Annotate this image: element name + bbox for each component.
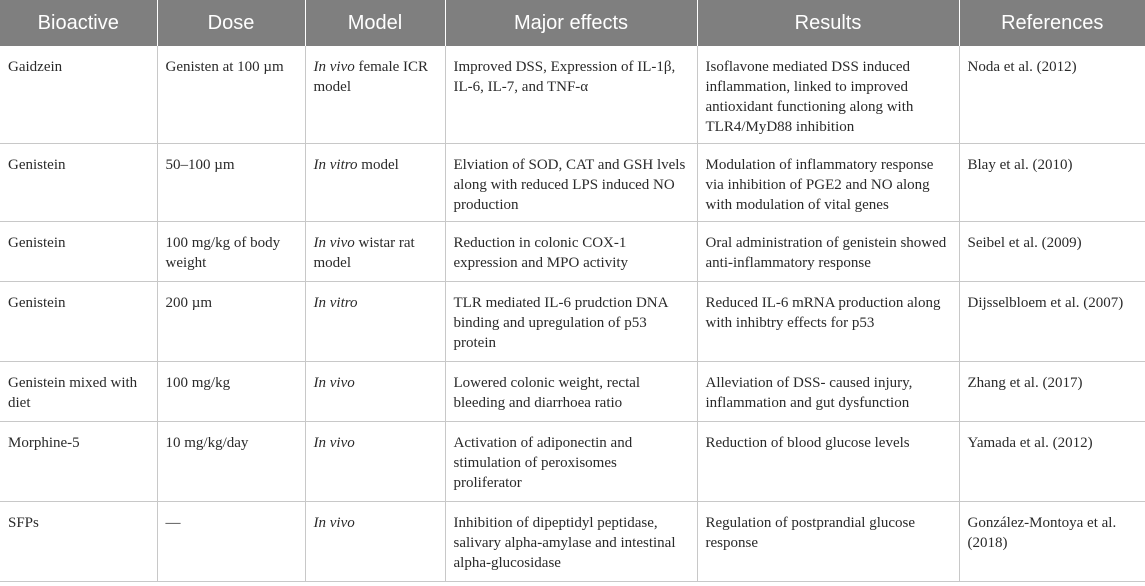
model-italic: In vivo [313,515,355,531]
header-results: Results [697,0,959,46]
cell-references: González-Montoya et al. (2018) [959,502,1145,582]
cell-results: Regulation of postprandial glucose response [697,502,959,582]
model-italic: In vitro [313,295,358,311]
cell-major-effects: Activation of adiponectin and stimulation of peroxisomes proliferator [445,422,697,502]
cell-dose: 100 mg/kg [157,362,305,422]
cell-dose: 50–100 µm [157,144,305,222]
cell-model [305,144,445,222]
cell-bioactive: Genistein mixed with diet [0,362,157,422]
model-rest: female ICR model [313,59,429,95]
cell-dose: 100 mg/kg of body weight [157,222,305,282]
cell-major-effects: TLR mediated IL-6 prudction DNA binding and upregulation of p53 protein [445,282,697,362]
model-italic: In vitro [313,157,358,173]
header-bioactive: Bioactive [0,0,157,46]
table-row [0,502,1145,582]
cell-major-effects: Elviation of SOD, CAT and GSH lvels along with reduced LPS induced NO production [445,144,697,222]
model-italic: In vivo [313,59,355,75]
cell-model [305,422,445,502]
cell-results: Reduced IL-6 mRNA production along with inhibtry effects for p53 [697,282,959,362]
cell-dose: Genisten at 100 µm [157,46,305,144]
table-row [0,222,1145,282]
cell-results: Oral administration of genistein showed anti-inflammatory response [697,222,959,282]
model-italic: In vivo [313,435,355,451]
table-row [0,282,1145,362]
cell-bioactive: Genistein [0,144,157,222]
cell-results: Alleviation of DSS- caused injury, inflammation and gut dysfunction [697,362,959,422]
cell-model [305,502,445,582]
cell-references: Blay et al. (2010) [959,144,1145,222]
model-rest: wistar rat model [313,235,415,271]
cell-major-effects: Inhibition of dipeptidyl peptidase, salivary alpha-amylase and intestinal alpha-glucosidase [445,502,697,582]
cell-references: Dijsselbloem et al. (2007) [959,282,1145,362]
cell-references: Seibel et al. (2009) [959,222,1145,282]
model-italic: In vivo [313,235,355,251]
cell-bioactive: SFPs [0,502,157,582]
table-row [0,46,1145,144]
table-header [0,0,1145,46]
cell-results: Modulation of inflammatory response via inhibition of PGE2 and NO along with modulation of vital genes [697,144,959,222]
cell-bioactive: Genistein [0,282,157,362]
model-rest: model [357,157,399,173]
cell-results: Reduction of blood glucose levels [697,422,959,502]
cell-results: Isoflavone mediated DSS induced inflammation, linked to improved antioxidant functioning along with TLR4/MyD88 inhibition [697,46,959,144]
cell-model [305,362,445,422]
table-row [0,422,1145,502]
cell-bioactive: Gaidzein [0,46,157,144]
cell-model [305,222,445,282]
cell-references: Noda et al. (2012) [959,46,1145,144]
table-row [0,362,1145,422]
cell-references: Zhang et al. (2017) [959,362,1145,422]
cell-bioactive: Morphine-5 [0,422,157,502]
cell-dose: — [157,502,305,582]
header-dose: Dose [157,0,305,46]
table-body [0,46,1145,582]
header-row [0,0,1145,46]
cell-references: Yamada et al. (2012) [959,422,1145,502]
model-italic: In vivo [313,375,355,391]
header-model: Model [305,0,445,46]
header-references: References [959,0,1145,46]
cell-model [305,46,445,144]
header-major-effects: Major effects [445,0,697,46]
cell-dose: 10 mg/kg/day [157,422,305,502]
table-row [0,144,1145,222]
cell-major-effects: Reduction in colonic COX-1 expression and MPO activity [445,222,697,282]
cell-model [305,282,445,362]
cell-major-effects: Improved DSS, Expression of IL-1β, IL-6, IL-7, and TNF-α [445,46,697,144]
cell-dose: 200 µm [157,282,305,362]
cell-bioactive: Genistein [0,222,157,282]
cell-major-effects: Lowered colonic weight, rectal bleeding and diarrhoea ratio [445,362,697,422]
